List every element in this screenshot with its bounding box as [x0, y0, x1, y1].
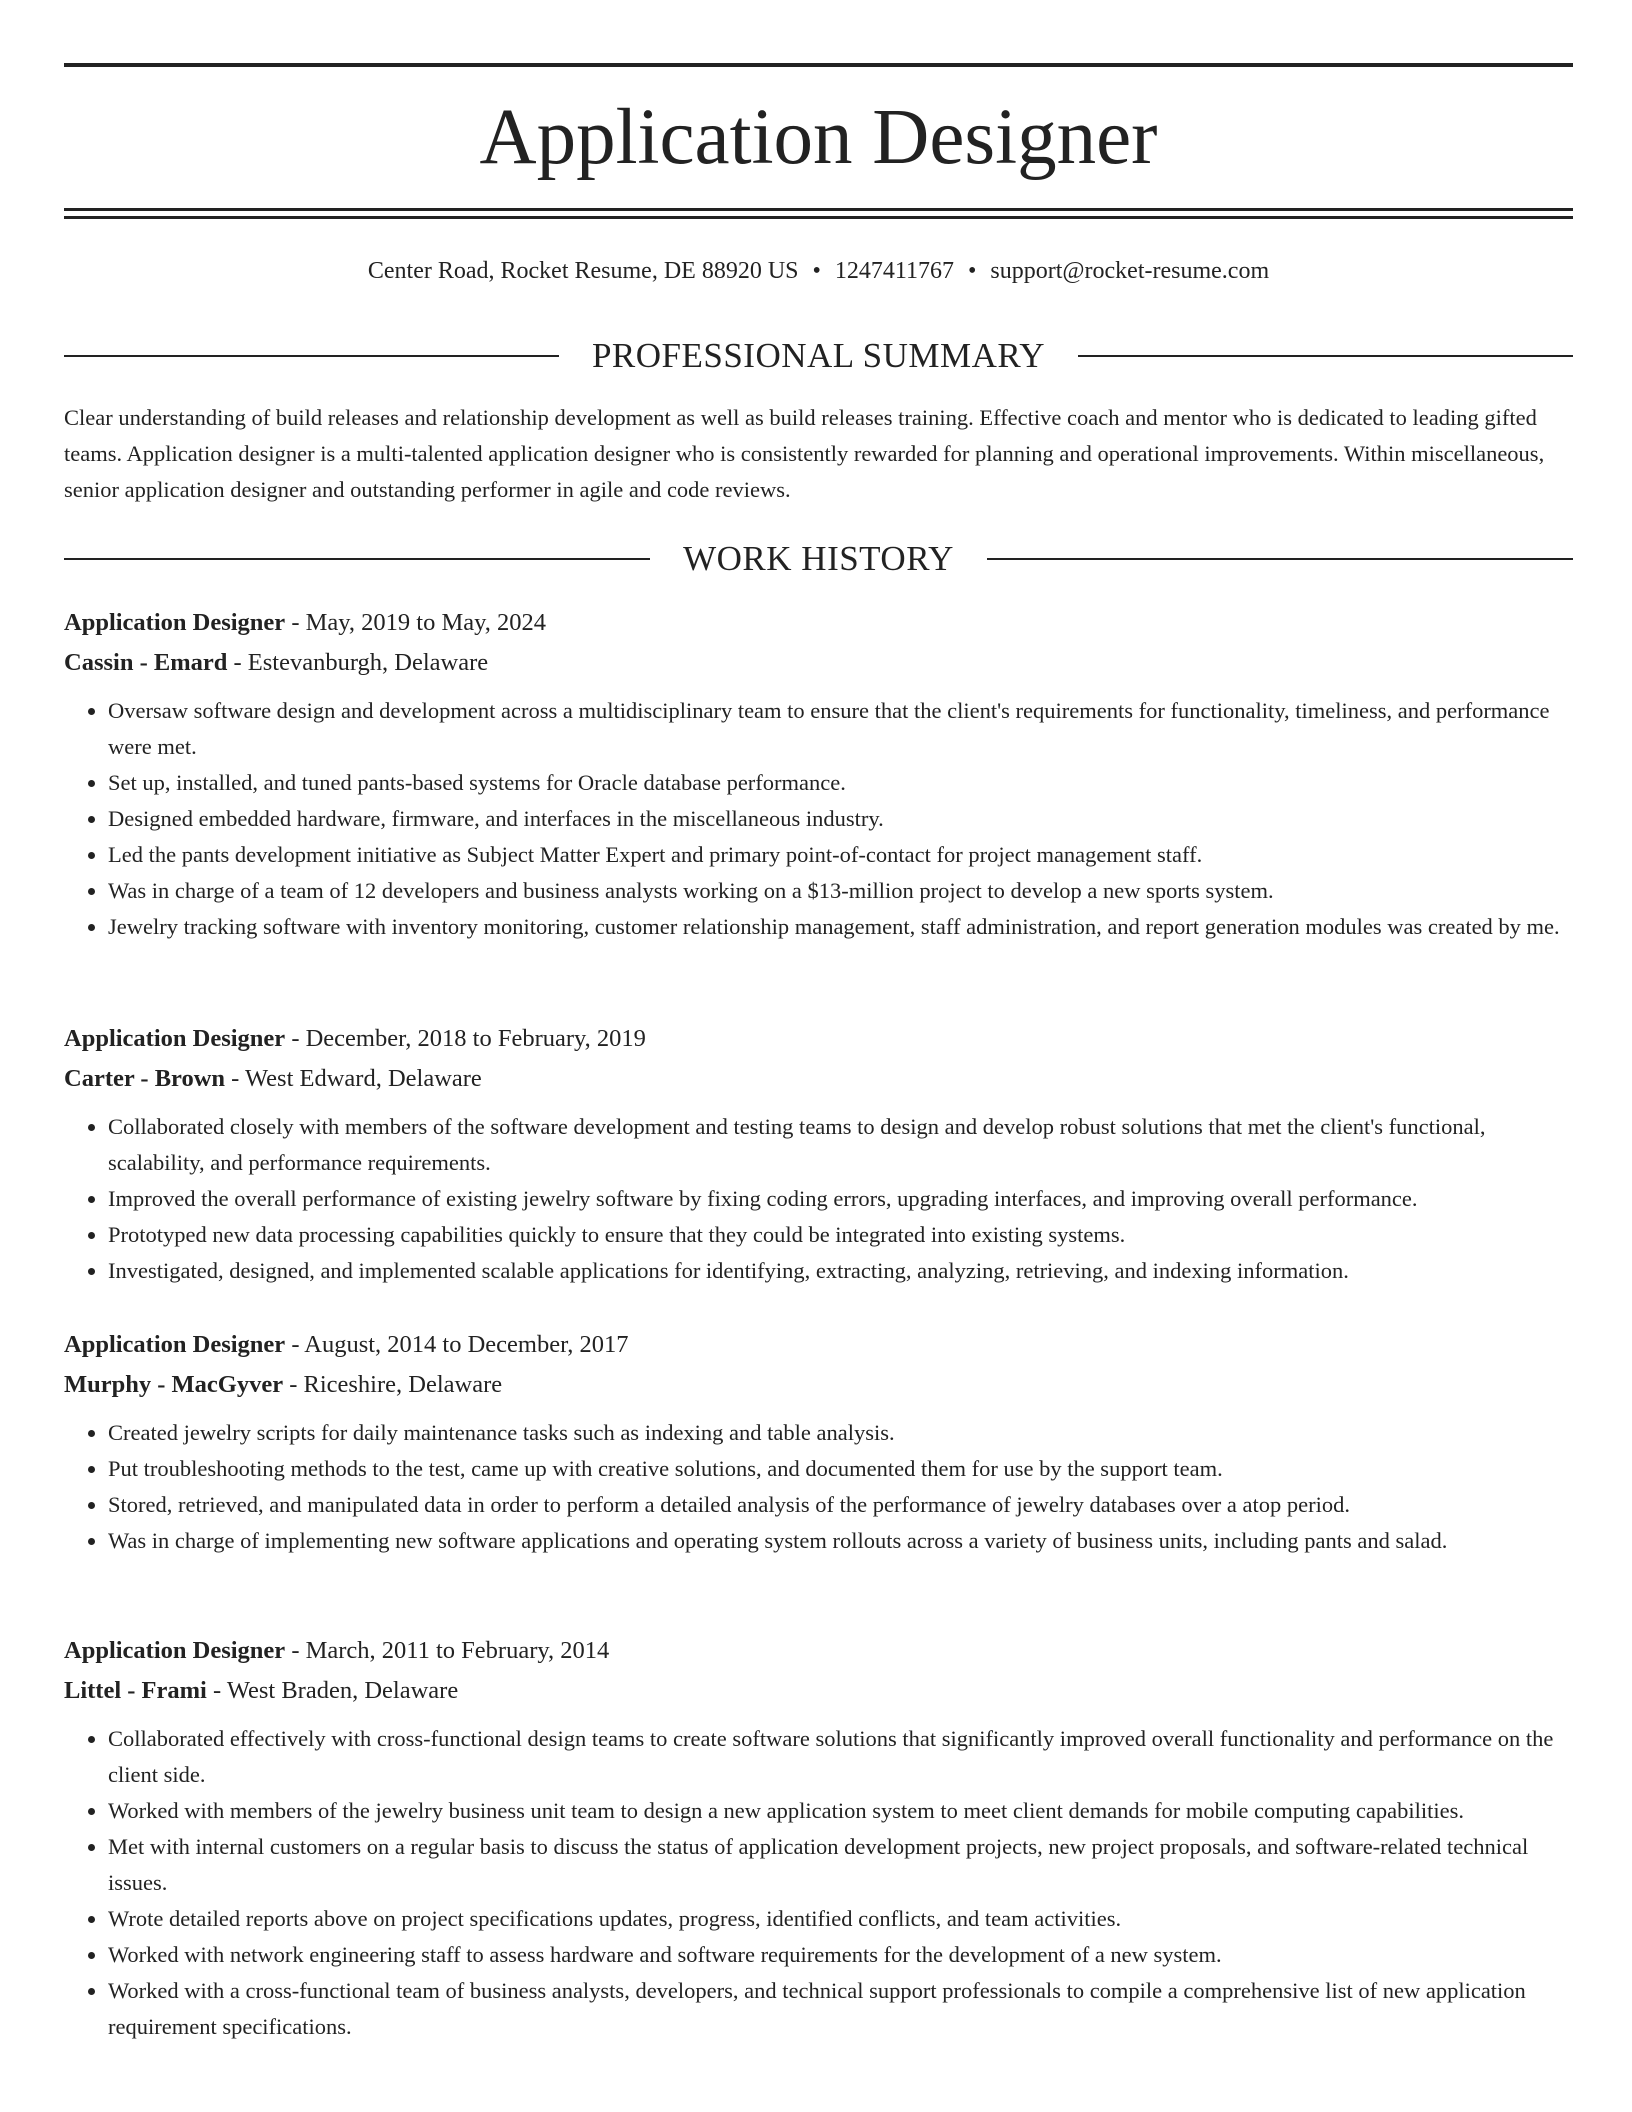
job-location: - West Braden, Delaware — [206, 1677, 459, 1704]
list-item: • Oversaw software design and development across a multidisciplinary team to ensure that the client's requirements for functionality, timeliness, and performance were met. — [108, 693, 1573, 765]
job-company-line — [64, 1365, 1573, 1405]
job-role: Application Designer — [64, 1331, 286, 1358]
section-divider-left — [64, 558, 650, 560]
job-entry — [64, 603, 1573, 945]
job-company: Murphy - MacGyver — [64, 1371, 284, 1398]
name-underline-1 — [64, 208, 1573, 211]
job-role: Application Designer — [64, 609, 286, 636]
contact-email: support@rocket-resume.com — [990, 258, 1270, 284]
summary-section-header — [64, 336, 1573, 376]
job-company-line — [64, 1671, 1573, 1711]
list-item: • Was in charge of implementing new software applications and operating system rollouts across a variety of business units, including pants and salad. — [108, 1523, 1573, 1559]
job-dates: - August, 2014 to December, 2017 — [285, 1331, 629, 1358]
job-entry — [64, 1631, 1573, 2045]
work-history-section-header — [64, 539, 1573, 579]
job-company-line — [64, 1059, 1573, 1099]
job-location: - Riceshire, Delaware — [283, 1371, 503, 1398]
section-divider-left — [64, 355, 559, 357]
list-item: • Led the pants development initiative as Subject Matter Expert and primary point-of-contact for project management staff. — [108, 837, 1573, 873]
job-entry — [64, 1019, 1573, 1289]
contact-phone: 1247411767 — [834, 258, 955, 284]
list-item: • Set up, installed, and tuned pants-based systems for Oracle database performance. — [108, 765, 1573, 801]
section-divider-right — [987, 558, 1573, 560]
list-item: • Wrote detailed reports above on project specifications updates, progress, identified conflicts, and team activities. — [108, 1901, 1573, 1937]
job-title-line — [64, 1325, 1573, 1365]
job-role: Application Designer — [64, 1637, 286, 1664]
list-item: • Designed embedded hardware, firmware, and interfaces in the miscellaneous industry. — [108, 801, 1573, 837]
list-item: • Worked with a cross-functional team of business analysts, developers, and technical support professionals to compile a comprehensive list of new application requirement specifications. — [108, 1973, 1573, 2045]
list-item: • Stored, retrieved, and manipulated data in order to perform a detailed analysis of the performance of jewelry databases over a atop period. — [108, 1487, 1573, 1523]
list-item: • Worked with network engineering staff to assess hardware and software requirements for the development of a new system. — [108, 1937, 1573, 1973]
top-rule — [64, 63, 1573, 67]
contact-separator: • — [968, 258, 977, 284]
job-role: Application Designer — [64, 1025, 286, 1052]
list-item: • Improved the overall performance of existing jewelry software by fixing coding errors, upgrading interfaces, and improving overall performance. — [108, 1181, 1573, 1217]
list-item: • Collaborated closely with members of the software development and testing teams to design and develop robust solutions that met the client's functional, scalability, and performance requirements. — [108, 1109, 1573, 1181]
contact-address: Center Road, Rocket Resume, DE 88920 US — [367, 258, 799, 284]
job-dates: - May, 2019 to May, 2024 — [285, 609, 547, 636]
job-title-line — [64, 1631, 1573, 1671]
resume-name: Application Designer — [479, 94, 1158, 181]
work-history-section-title: WORK HISTORY — [683, 539, 954, 578]
job-bullets — [64, 1415, 1573, 1559]
contact-separator: • — [812, 258, 821, 284]
list-item: • Investigated, designed, and implemented scalable applications for identifying, extracting, analyzing, retrieving, and indexing information. — [108, 1253, 1573, 1289]
job-bullets — [64, 1721, 1573, 2045]
list-item: • Collaborated effectively with cross-functional design teams to create software solutions that significantly improved overall functionality and performance on the client side. — [108, 1721, 1573, 1793]
list-item: • Put troubleshooting methods to the test, came up with creative solutions, and documented them for use by the support team. — [108, 1451, 1573, 1487]
job-bullets — [64, 693, 1573, 945]
list-item: • Jewelry tracking software with inventory monitoring, customer relationship management, staff administration, and report generation modules was created by me. — [108, 909, 1573, 945]
job-entry — [64, 1325, 1573, 1559]
job-company: Carter - Brown — [64, 1065, 226, 1092]
list-item: • Worked with members of the jewelry business unit team to design a new application system to meet client demands for mobile computing capabilities. — [108, 1793, 1573, 1829]
section-divider-right — [1078, 355, 1573, 357]
list-item: • Prototyped new data processing capabilities quickly to ensure that they could be integrated into existing systems. — [108, 1217, 1573, 1253]
job-title-line — [64, 603, 1573, 643]
summary-text: Clear understanding of build releases and relationship development as well as build releases training. Effective coach and mentor who is dedicated to leading gifted teams. Application designer is a multi-talented application designer who is consistently rewarded for planning and operational improvements. Within miscellaneous, senior application designer and outstanding performer in agile and code reviews. — [64, 405, 1545, 502]
job-title-line — [64, 1019, 1573, 1059]
job-bullets — [64, 1109, 1573, 1289]
contact-info — [64, 254, 1573, 288]
job-company-line — [64, 643, 1573, 683]
job-location: - West Edward, Delaware — [225, 1065, 482, 1092]
summary-section-title: PROFESSIONAL SUMMARY — [591, 336, 1046, 375]
job-dates: - December, 2018 to February, 2019 — [285, 1025, 646, 1052]
list-item: • Was in charge of a team of 12 developers and business analysts working on a $13-million project to develop a new sports system. — [108, 873, 1573, 909]
job-company: Cassin - Emard — [64, 649, 228, 676]
list-item: • Met with internal customers on a regular basis to discuss the status of application development projects, new project proposals, and software-related technical issues. — [108, 1829, 1573, 1901]
name-underline-2 — [64, 216, 1573, 219]
job-location: - Estevanburgh, Delaware — [227, 649, 489, 676]
list-item: • Created jewelry scripts for daily maintenance tasks such as indexing and table analysis. — [108, 1415, 1573, 1451]
job-dates: - March, 2011 to February, 2014 — [285, 1637, 610, 1664]
job-company: Littel - Frami — [64, 1677, 207, 1704]
